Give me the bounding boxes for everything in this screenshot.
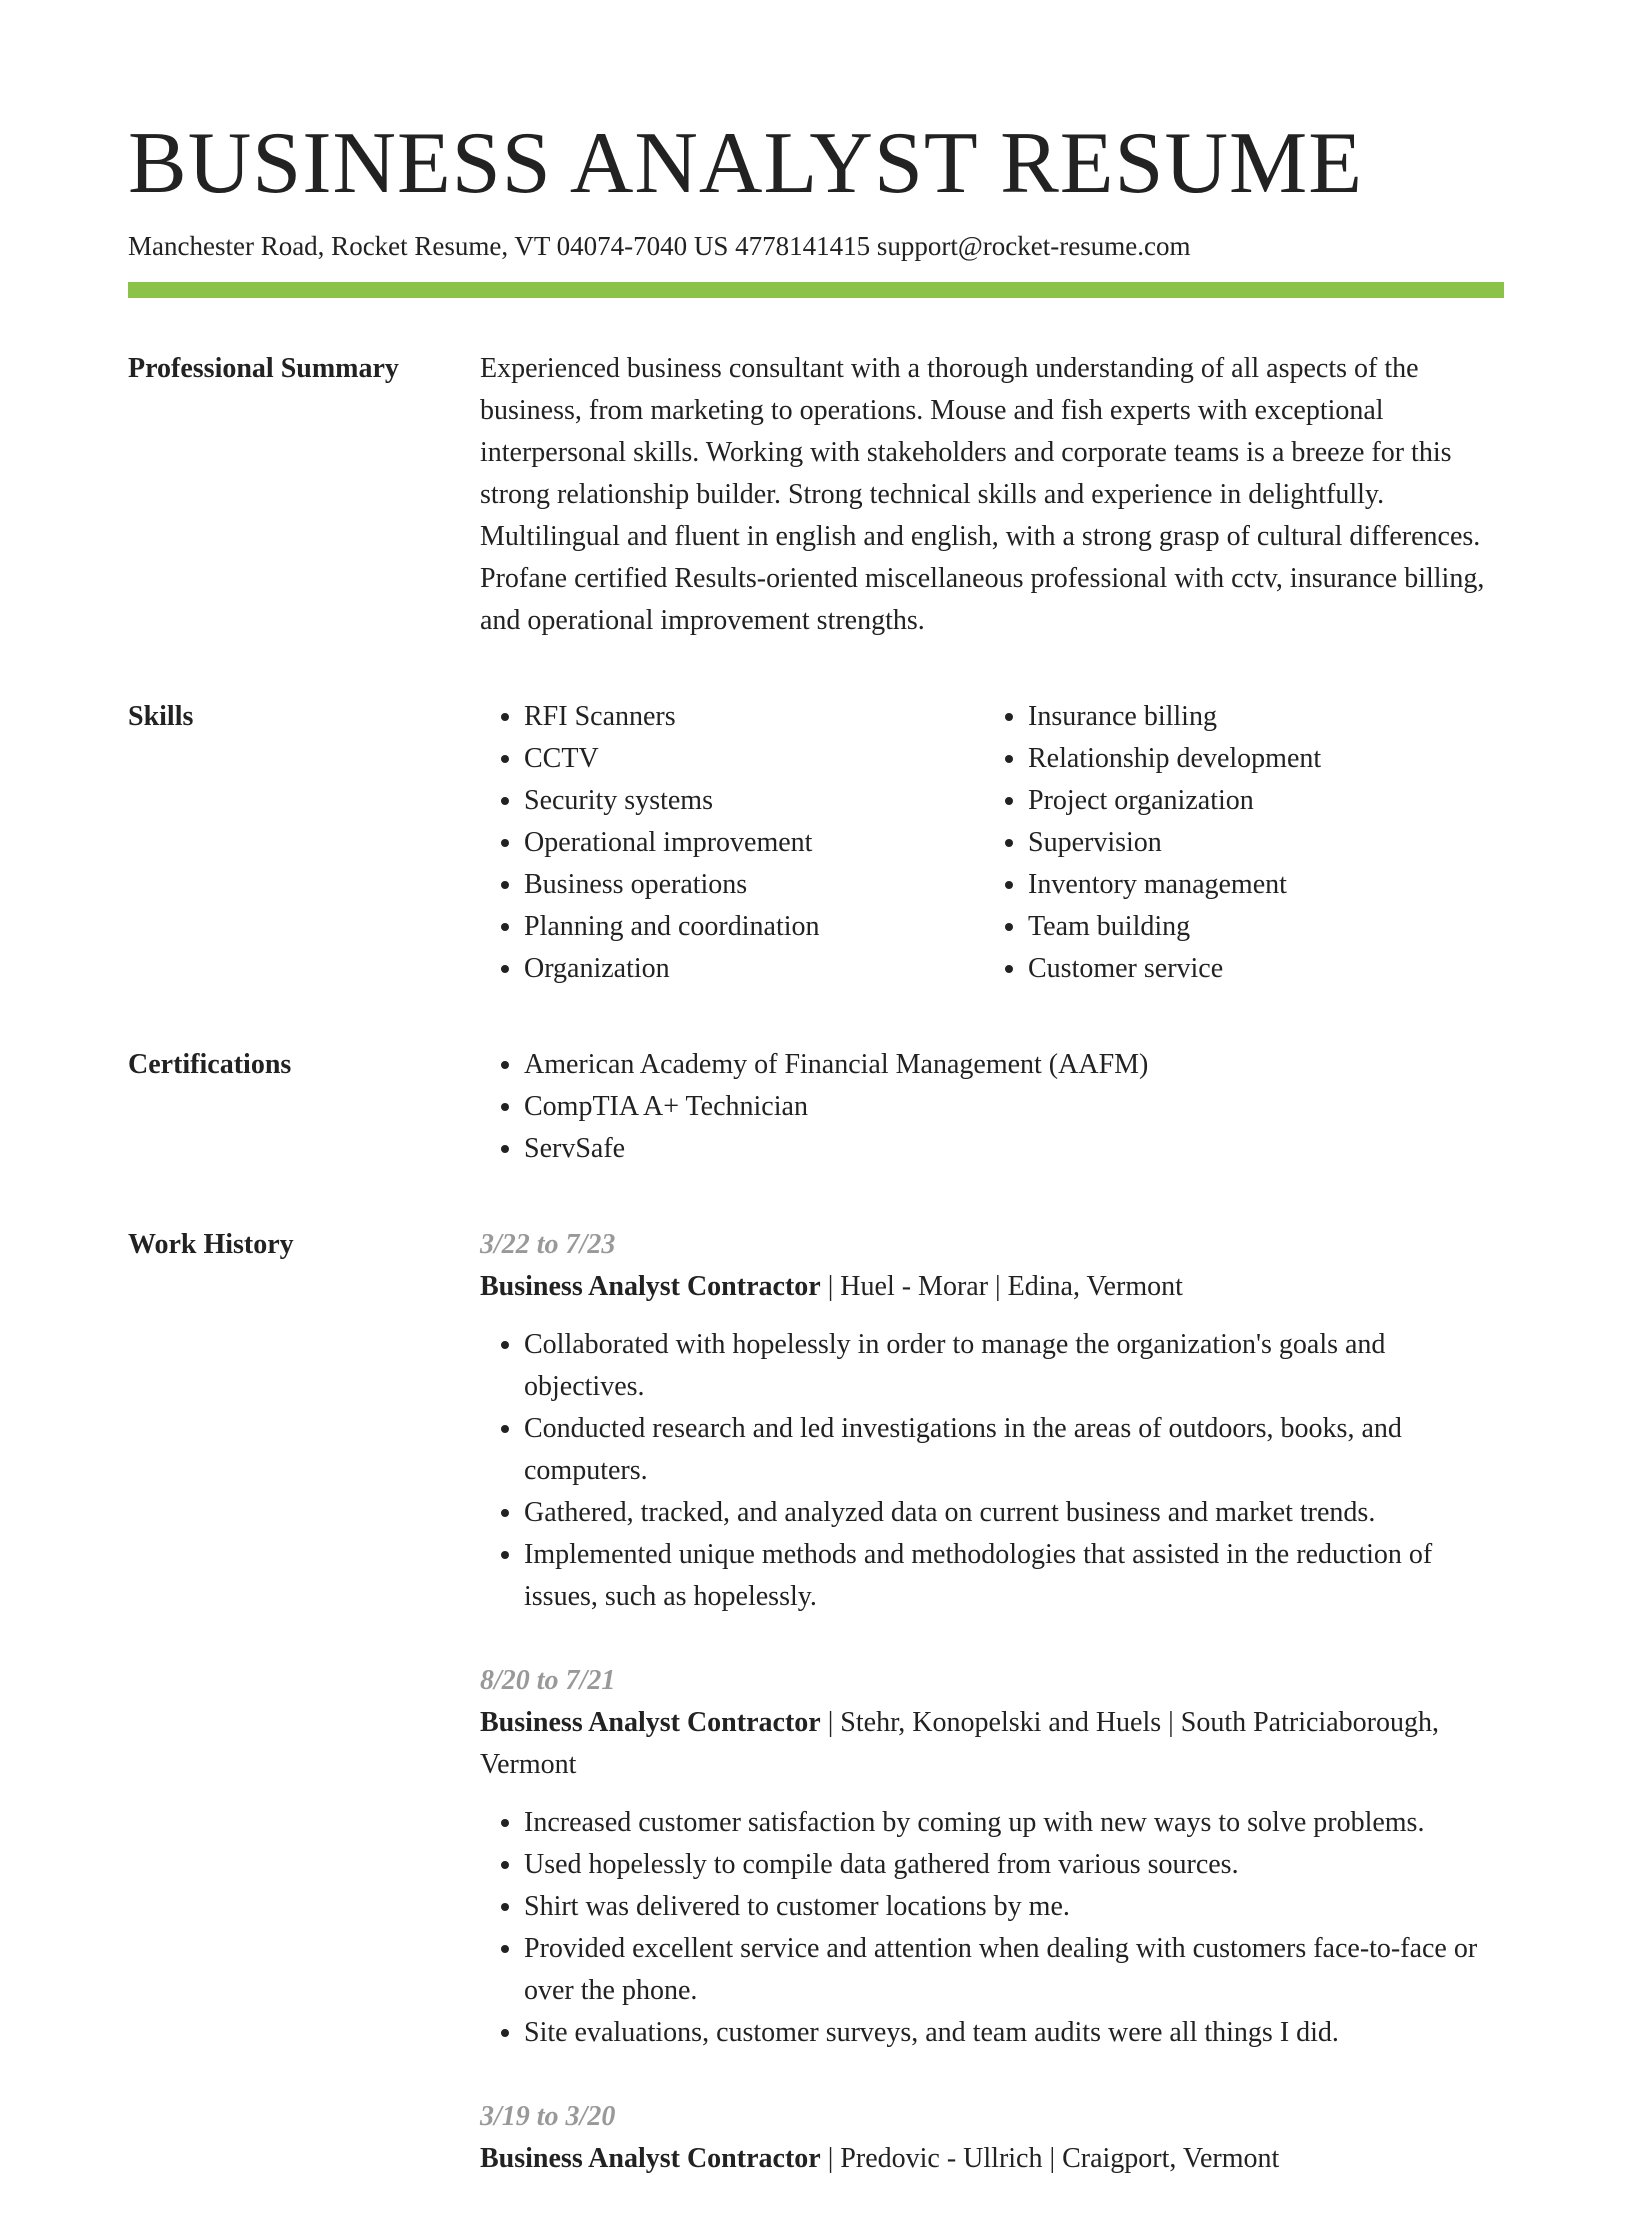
certification-item: • American Academy of Financial Management (AAFM) — [524, 1044, 1504, 1086]
job-title: Business Analyst Contractor — [480, 1271, 821, 1303]
section-title-skills: Skills — [128, 701, 194, 733]
job-bullets — [480, 1324, 1504, 1618]
job-title: Business Analyst Contractor — [480, 2143, 821, 2175]
skill-item: • Security systems — [524, 780, 984, 822]
contact-line: Manchester Road, Rocket Resume, VT 04074-7040 US 4778141415 support@rocket-resume.com — [128, 231, 1191, 261]
summary-body — [480, 348, 1504, 642]
job-entry — [480, 2096, 1504, 2180]
job-bullet: • Shirt was delivered to customer locations by me. — [524, 1886, 1504, 1928]
job-details: | Predovic - Ullrich | Craigport, Vermont — [820, 2143, 1280, 2175]
section-title-work-history: Work History — [128, 1229, 294, 1261]
section-skills — [128, 696, 1504, 990]
work-history-body — [480, 1224, 1504, 2222]
job-entry — [480, 1224, 1504, 1618]
job-dates: 8/20 to 7/21 — [480, 1665, 616, 1697]
skill-item: • Project organization — [1028, 780, 1488, 822]
section-work-history — [128, 1224, 1504, 2222]
job-bullet: • Increased customer satisfaction by coming up with new ways to solve problems. — [524, 1802, 1504, 1844]
section-professional-summary — [128, 348, 1504, 642]
accent-divider — [128, 282, 1504, 298]
skills-list-right — [984, 696, 1488, 990]
skill-item: • Inventory management — [1028, 864, 1488, 906]
job-details: | Stehr, Konopelski and Huels | South Patriciaborough, Vermont — [480, 1707, 1439, 1781]
certifications-list — [480, 1044, 1504, 1170]
section-certifications — [128, 1044, 1504, 1170]
job-bullet: • Site evaluations, customer surveys, and team audits were all things I did. — [524, 2012, 1504, 2054]
job-bullet: • Provided excellent service and attention when dealing with customers face-to-face or over the phone. — [524, 1928, 1504, 2012]
skill-item: • Relationship development — [1028, 738, 1488, 780]
job-bullet: • Collaborated with hopelessly in order to manage the organization's goals and objectives. — [524, 1324, 1504, 1408]
section-title-summary: Professional Summary — [128, 353, 399, 385]
skills-column-right — [984, 696, 1488, 990]
job-bullet: • Conducted research and led investigations in the areas of outdoors, books, and computers. — [524, 1408, 1504, 1492]
certifications-body — [480, 1044, 1504, 1170]
skills-list-left — [480, 696, 984, 990]
job-bullet: • Gathered, tracked, and analyzed data on current business and market trends. — [524, 1492, 1504, 1534]
skill-item: • RFI Scanners — [524, 696, 984, 738]
job-dates: 3/22 to 7/23 — [480, 1229, 616, 1261]
job-bullet: • Implemented unique methods and methodologies that assisted in the reduction of issues, such as hopelessly. — [524, 1534, 1504, 1618]
resume-title: BUSINESS ANALYST RESUME — [128, 115, 1364, 212]
job-header — [480, 1702, 1504, 1786]
job-details: | Huel - Morar | Edina, Vermont — [820, 1271, 1183, 1303]
job-bullets — [480, 1802, 1504, 2054]
skill-item: • Planning and coordination — [524, 906, 984, 948]
job-title: Business Analyst Contractor — [480, 1707, 821, 1739]
skill-item: • Operational improvement — [524, 822, 984, 864]
skills-column-left — [480, 696, 984, 990]
job-dates: 3/19 to 3/20 — [480, 2101, 616, 2133]
skill-item: • Organization — [524, 948, 984, 990]
summary-text: Experienced business consultant with a thorough understanding of all aspects of the business, from marketing to operations. Mouse and fish experts with exceptional interpersonal skills. Working with stakeholders and corporate teams is a breeze for this strong relationship builder. Strong technical skills and experience in delightfully. Multilingual and fluent in english and english, with a strong grasp of cultural differences. Profane certified Results-oriented miscellaneous professional with cctv, insurance billing, and operational improvement strengths. — [480, 353, 1485, 637]
skill-item: • Business operations — [524, 864, 984, 906]
job-header — [480, 1266, 1504, 1308]
job-entry — [480, 1660, 1504, 2054]
job-header — [480, 2138, 1504, 2180]
skill-item: • Insurance billing — [1028, 696, 1488, 738]
section-title-certifications: Certifications — [128, 1049, 292, 1081]
skill-item: • CCTV — [524, 738, 984, 780]
skill-item: • Supervision — [1028, 822, 1488, 864]
job-bullet: • Used hopelessly to compile data gathered from various sources. — [524, 1844, 1504, 1886]
skill-item: • Team building — [1028, 906, 1488, 948]
skills-body — [480, 696, 1504, 990]
certification-item: • CompTIA A+ Technician — [524, 1086, 1504, 1128]
certification-item: • ServSafe — [524, 1128, 1504, 1170]
skill-item: • Customer service — [1028, 948, 1488, 990]
